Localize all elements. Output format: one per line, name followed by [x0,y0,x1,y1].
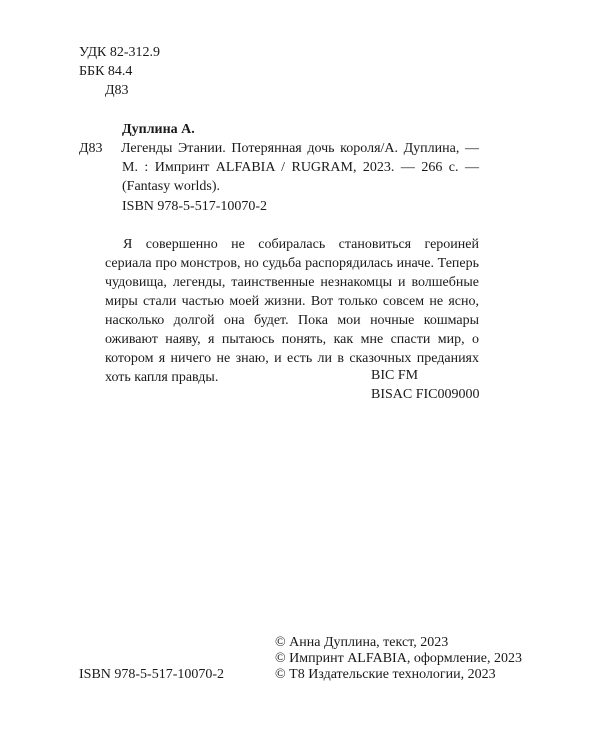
entry-code: Д83 [79,141,103,156]
copyright-design: © Импринт ALFABIA, оформление, 2023 [275,651,522,666]
bic-code: BIC FM [371,368,419,383]
annotation-text: Я совершенно не собиралась становиться героиней сериала про монстров, но судьба распорядилась иначе. Теперь чудовища, легенды, таинственные незнакомцы и волшебные миры стали частью моей жизни. Вот только совсем не ясно, насколько долгой она будет. Пока мои ночные кошмары оживают наяву, я пытаюсь понять, как мне спасти мир, о котором я ничего не знаю, и есть ли в сказочных преданиях хоть капля правды. [105,237,479,385]
bisac-code: BISAC FIC009000 [371,387,480,402]
book-description: Легенды Этании. Потерянная дочь короля/А. Дуплина, — М. : Импринт ALFABIA / RUGRAM, 2023. — 266 с. — (Fantasy worlds). [121,141,479,194]
author-mark-code: Д83 [105,83,129,98]
entry-isbn: ISBN 978-5-517-10070-2 [122,199,268,214]
bbk-code: ББК 84.4 [79,64,133,79]
udk-code: УДК 82-312.9 [79,45,161,60]
copyright-text: © Анна Дуплина, текст, 2023 [275,635,449,650]
author-name: Дуплина А. [122,122,195,137]
footer-isbn: ISBN 978-5-517-10070-2 [79,667,225,682]
copyright-publisher: © Т8 Издательские технологии, 2023 [275,667,496,682]
